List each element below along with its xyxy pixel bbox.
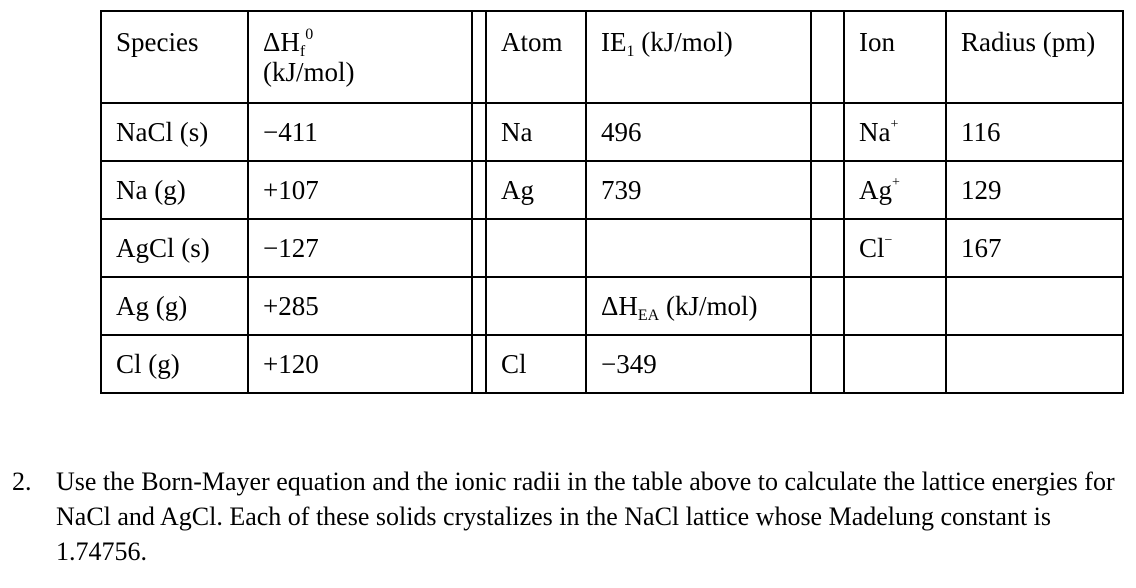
header-radius: Radius (pm) [946, 11, 1123, 103]
electron-affinity-value: −349 [586, 335, 811, 393]
header-enthalpy-formation: $\Delta H_f^0$ (kJ/mol) [248, 11, 472, 103]
table-row [101, 103, 1123, 161]
ion-name: Cl− [844, 219, 946, 277]
spacer-cell [472, 11, 486, 103]
enthalpy-value: +120 [248, 335, 472, 393]
ion-name: Ag+ [844, 161, 946, 219]
radius-value: 167 [946, 219, 1123, 277]
question-text: Use the Born-Mayer equation and the ionic radii in the table above to calculate the lattice energies for NaCl and AgCl. Each of these solids crystalizes in the NaCl lattice whose Madelung constant is 1.74756. [56, 467, 1115, 566]
spacer-cell [472, 161, 486, 219]
spacer-cell [811, 11, 844, 103]
spacer-cell [811, 335, 844, 393]
empty-cell [946, 277, 1123, 335]
header-ion: Ion [844, 11, 946, 103]
table-row [101, 219, 1123, 277]
ionization-energy-value: 739 [586, 161, 811, 219]
question-number: 2. [12, 467, 32, 496]
atom-name: Ag [486, 161, 586, 219]
spacer-cell [811, 103, 844, 161]
species-name: NaCl (s) [101, 103, 248, 161]
spacer-cell [811, 277, 844, 335]
ionization-energy-value: 496 [586, 103, 811, 161]
header-atom: Atom [486, 11, 586, 103]
enthalpy-value: +285 [248, 277, 472, 335]
empty-cell [844, 335, 946, 393]
empty-cell [486, 219, 586, 277]
table-row [101, 335, 1123, 393]
spacer-cell [472, 335, 486, 393]
table-row [101, 277, 1123, 335]
spacer-cell [472, 219, 486, 277]
species-name: Na (g) [101, 161, 248, 219]
thermochemical-data-table [100, 10, 1124, 394]
spacer-cell [811, 219, 844, 277]
atom-name: Na [486, 103, 586, 161]
species-name: Cl (g) [101, 335, 248, 393]
spacer-cell [472, 103, 486, 161]
empty-cell [486, 277, 586, 335]
spacer-cell [472, 277, 486, 335]
atom-name: Cl [486, 335, 586, 393]
empty-cell [586, 219, 811, 277]
species-name: AgCl (s) [101, 219, 248, 277]
header-electron-affinity: $\Delta H_{EA}$ (kJ/mol) [586, 277, 811, 335]
table-header-row [101, 11, 1123, 103]
species-name: Ag (g) [101, 277, 248, 335]
enthalpy-value: +107 [248, 161, 472, 219]
empty-cell [946, 335, 1123, 393]
table-row [101, 161, 1123, 219]
spacer-cell [811, 161, 844, 219]
header-ionization-energy: $IE_1$ (kJ/mol) [586, 11, 811, 103]
empty-cell [844, 277, 946, 335]
enthalpy-value: −411 [248, 103, 472, 161]
radius-value: 129 [946, 161, 1123, 219]
enthalpy-value: −127 [248, 219, 472, 277]
header-species: Species [101, 11, 248, 103]
radius-value: 116 [946, 103, 1123, 161]
ion-name: Na+ [844, 103, 946, 161]
